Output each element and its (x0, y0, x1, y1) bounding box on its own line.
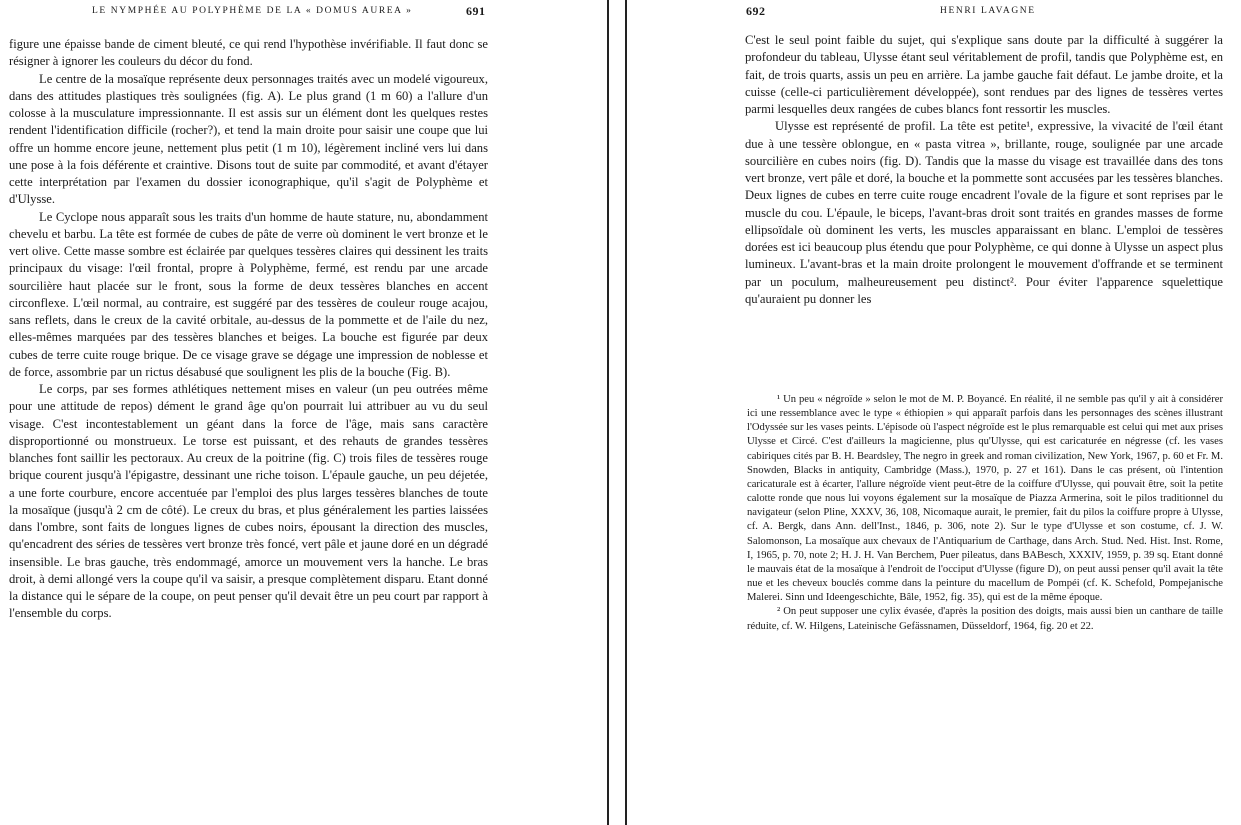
right-running-head: HENRI LAVAGNE (940, 6, 1036, 16)
left-page-number: 691 (466, 4, 486, 18)
left-paragraph: Le centre de la mosaïque représente deux personnages traités avec un modelé vigoureux, dans des attitudes plastiques très soulignées (fig. A). Le plus grand (1 m 60) a l'allure d'un colosse à la musculature impressionnante. Il est assis sur un élément dont les quelques restes rendent l'identification difficile (rocher?), et tend la main droite pour saisir une coupe que lui offre un homme encore jeune, nettement plus petit (1 m 10), légèrement incliné vers lui dans une pose à la fois déférente et craintive. Disons tout de suite par commodité, et avant d'étayer cette interprétation par l'examen du dossier iconographique, qu'il s'agit de Polyphème et d'Ulysse. (9, 71, 488, 207)
footnote: ² On peut supposer une cylix évasée, d'après la position des doigts, mais aussi bien un canthare de taille réduite, cf. W. Hilgens, Lateinische Gefässnamen, Düsseldorf, 1964, fig. 20 et 22. (747, 606, 1223, 632)
left-running-head: LE NYMPHÉE AU POLYPHÈME DE LA « DOMUS AUREA » (92, 6, 413, 16)
left-body-text (9, 36, 488, 623)
right-body-text (745, 32, 1223, 308)
left-paragraph: figure une épaisse bande de ciment bleuté, ce qui rend l'hypothèse invérifiable. Il faut donc se résigner à ignorer les couleurs du décor du fond. (9, 37, 488, 69)
right-paragraph: Ulysse est représenté de profil. La tête est petite¹, expressive, la vivacité de l'œil étant due à une tessère oblongue, en « pasta vitrea », brillante, rouge, soulignée par une arcade sourcilière en cubes noirs (fig. D). Tandis que la masse du visage est travaillée dans des tons vert bronze, vert pâle et doré, la bouche et la pommette sont accusées par les tessères blanches. Deux lignes de cubes en terre cuite rouge encadrent l'ovale de la figure et sont reprises par le muscle du cou. L'épaule, le biceps, l'avant-bras droit sont traités en grandes masses de forme ellipsoïdale où dominent les verts, les muscles apparaissant en blanc. L'emploi de tessères dorées est ici beaucoup plus étendu que pour Polyphème, ce qui donne à Ulysse un aspect plus lumineux. L'avant-bras et la main droite prolongent le mouvement d'offrande et se terminent par un poculum, malheureusement peu distinct². Pour éviter l'apparence squelettique qu'auraient pu donner les (745, 119, 1224, 306)
footnotes (747, 393, 1223, 634)
left-paragraph: Le corps, par ses formes athlétiques nettement mises en valeur (un peu outrées même pour une attitude de repos) dément le grand âge qu'on pourrait lui attribuer au vu du seul visage. C'est incontestablement un géant dans la force de l'âge, mais sans caractère disproportionné ou monstrueux. Le torse est puissant, et des rehauts de grandes tessères blanches font saillir les pectoraux. Au creux de la poitrine (fig. C) trois files de tessères rouge brique courent jusqu'à l'épigastre, dessinant une riche toison. L'épaule gauche, un peu déjetée, a une forte courbure, encore accentuée par l'emploi des plus larges tessères blanches de toute la mosaïque (jusqu'à 2 cm de côté). Le creux du bras, et plus généralement les parties laissées dans l'ombre, sont faits de longues lignes de cubes noirs, épousant la direction des muscles, qu'encadrent des séries de tessères vert bronze très foncé, vert pâle et jaune doré en un dégradé insensible. Le bras gauche, très endommagé, amorce un mouvement vers la hanche. Le bras droit, à demi allongé vers la coupe qu'il va saisir, a presque complètement disparu. Etant donné la distance qui le sépare de la coupe, on peut penser qu'il devait être un peu court par rapport à l'ensemble du corps. (9, 382, 488, 621)
right-page-number: 692 (746, 4, 766, 18)
right-paragraph: C'est le seul point faible du sujet, qui s'explique sans doute par la difficulté à suggérer la profondeur du tableau, Ulysse étant seul véritablement de profil, tandis que Polyphème est, en fait, de trois quarts, assis un peu en arrière. La jambe gauche fait défaut. Le jambe droite, et la cuisse (celle-ci particulièrement développée), sont rendues par des lignes de tessères vertes parmi lesquelles deux rangées de cubes blancs font ressortir les muscles. (745, 33, 1223, 116)
footnote: ¹ Un peu « négroïde » selon le mot de M. P. Boyancé. En réalité, il ne semble pas qu'il y ait à considérer ici une ressemblance avec le type « éthiopien » qui apparaît parfois dans les personnages des scènes illustrant l'Odyssée sur les vases peints. L'épisode où l'aspect négroïde est le plus remarquable est celui qui met aux prises Ulysse et Circé. C'est d'ailleurs la magicienne, plus qu'Ulysse, qui est caricaturée en négresse (cf. les vases cabiriques cités par B. H. Beardsley, The negro in greek and roman civilization, New York, 1967, p. 60 et Fr. M. Snowden, Blacks in antiquity, Cambridge (Mass.), 1970, p. 27 et 161). Dans le cas présent, où l'intention caricaturale est à écarter, l'allure négroïde vient peut-être de la coiffure d'Ulysse, qui pouvait être, soit la petite calotte ronde que nous lui voyons également sur la mosaïque de Piazza Armerina, soit le pilos traditionnel du navigateur (selon Pline, XXXV, 36, 108, Nicomaque aurait, le premier, fait du pilos la coiffure propre à Ulysse, cf. A. Bergk, dans Ann. dell'Inst., 1846, p. 306, note 2). Sur le type d'Ulysse et son costume, cf. J. W. Salomonson, La mosaïque aux chevaux de l'Antiquarium de Carthage, dans Arch. Stud. Ned. Hist. Inst. Rome, I, 1965, p. 70, note 2; H. J. H. Van Berchem, Puer pileatus, dans BABesch, XXXIV, 1959, p. 39 sq. Etant donné le mauvais état de la mosaïque à l'endroit de l'occiput d'Ulysse (figure D), on peut aussi penser qu'il avait la tête nue et les cheveux bouclés comme dans la peinture du macellum de Pompéi (cf. K. Schefold, Pompejanische Malerei. Sinn und Ideengeschichte, Bâle, 1952, fig. 35), qui est de la même époque. (747, 394, 1223, 604)
left-page (0, 0, 609, 825)
page-divider-line (607, 0, 609, 825)
left-paragraph: Le Cyclope nous apparaît sous les traits d'un homme de haute stature, nu, abondamment chevelu et barbu. La tête est formée de cubes de pâte de verre où dominent le vert bronze et le vert olive. Cette masse sombre est éclairée par quelques tessères claires qui dessinent les traits principaux du visage: l'œil frontal, propre à Polyphème, fermé, est rendu par une arcade sourcilière haut placée sur le front, sous la forme de deux tessères blanches en accent circonflexe. L'œil normal, au contraire, est suggéré par des tessères de couleur rouge acajou, sans reflets, dans le creux de la cavité orbitale, au-dessus de la pommette et de l'aile du nez, elles-mêmes marquées par des tessères blanches et beiges. La bouche est figurée par deux cubes de terre cuite rouge brique. De ce visage grave se dégage une impression de noblesse et de force, assombrie par un rictus désabusé que soulignent les plis de la bouche (Fig. B). (9, 209, 488, 379)
right-page (627, 0, 1241, 825)
